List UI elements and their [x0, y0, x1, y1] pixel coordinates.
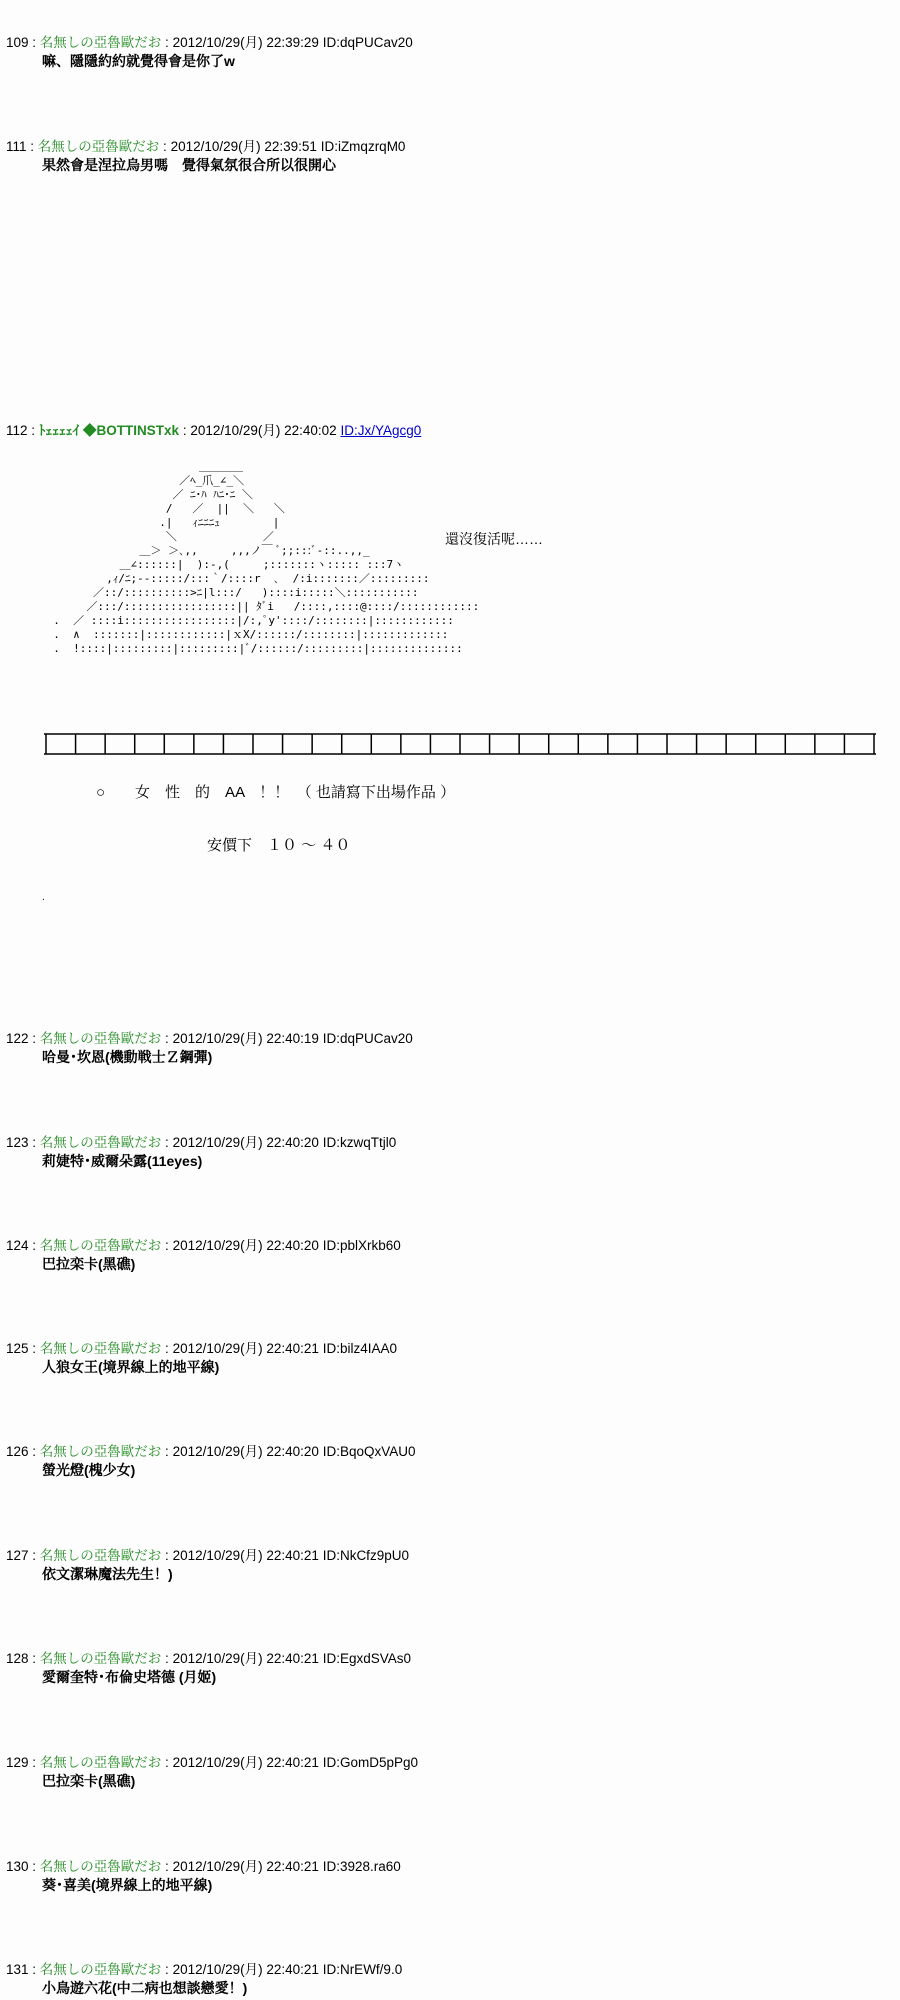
post-number[interactable]: 125	[6, 1341, 29, 1356]
poster-id: ID:GomD5pPg0	[322, 1755, 418, 1770]
post-body: 愛爾奎特･布倫史塔德 (月姬)	[42, 1669, 217, 1685]
post-date: 2012/10/29(月) 22:39:29	[172, 35, 319, 50]
post-124	[6, 1237, 886, 1273]
post-number[interactable]: 123	[6, 1135, 29, 1150]
poster-id: ID:kzwqTtjl0	[322, 1135, 397, 1150]
post-date: 2012/10/29(月) 22:40:20	[172, 1444, 319, 1459]
poster-name: 名無しの亞魯歐だお	[39, 1135, 162, 1150]
post-body: 嘛、隱隱約約就覺得會是你了w	[42, 53, 235, 69]
poster-name: 名無しの亞魯歐だお	[39, 1651, 162, 1666]
poster-id: ID:dqPUCav20	[322, 1031, 413, 1046]
post-header: 124 : 名無しの亞魯歐だお : 2012/10/29(月) 22:40:20 ID:pblXrkb60	[6, 1238, 401, 1253]
poster-id: ID:NrEWf/9.0	[322, 1962, 403, 1977]
post-header: 112 : ﾄｪｪｪｪｲ ◆BOTTINSTxk : 2012/10/29(月) 22:40:02 ID:Jx/YAgcg0	[6, 423, 422, 438]
post-body: 螢光燈(槐少女)	[42, 1462, 136, 1478]
post-number[interactable]: 131	[6, 1962, 29, 1977]
post-body: 莉婕特･威爾朵露(11eyes)	[42, 1153, 203, 1169]
poster-name: ﾄｪｪｪｪｲ ◆BOTTINSTxk	[38, 423, 180, 438]
poster-name: 名無しの亞魯歐だお	[39, 1859, 162, 1874]
post-130	[6, 1858, 886, 1894]
post-body: 果然會是涅拉烏男嗎 覺得氣氛很合所以很開心	[42, 157, 336, 173]
post-date: 2012/10/29(月) 22:40:21	[172, 1962, 319, 1977]
poster-name: 名無しの亞魯歐だお	[39, 35, 162, 50]
poster-id-link[interactable]: ID:Jx/YAgcg0	[340, 423, 422, 438]
post-header: 131 : 名無しの亞魯歐だお : 2012/10/29(月) 22:40:21 ID:NrEWf/9.0	[6, 1962, 403, 1977]
post-date: 2012/10/29(月) 22:40:20	[172, 1238, 319, 1253]
poster-name: 名無しの亞魯歐だお	[39, 1755, 162, 1770]
post-number[interactable]: 109	[6, 35, 29, 50]
post-date: 2012/10/29(月) 22:40:21	[172, 1755, 319, 1770]
post-122	[6, 1030, 886, 1066]
post-number[interactable]: 112	[6, 423, 28, 438]
post-129	[6, 1754, 886, 1790]
post-125	[6, 1340, 886, 1376]
poster-name: 名無しの亞魯歐だお	[39, 1962, 162, 1977]
poster-id: ID:bilz4IAA0	[322, 1341, 397, 1356]
post-header: 126 : 名無しの亞魯歐だお : 2012/10/29(月) 22:40:20 ID:BqoQxVAU0	[6, 1444, 416, 1459]
post-111	[6, 138, 886, 174]
ascii-art: ＿＿＿＿ ／ﾍ_爪_∠_＼ ／ ﾆ･ﾊ ﾊﾆ･ﾆ ＼ / ／ || ＼ ＼ .| ｨﾆﾆﾆｭ | ＼ ／ ＿＞ ＞､,, ,,,ノ￣ ﾞ;;:::ﾞ-::..,,_ ＿∠::::::| ):-,( ;:::::::ヽ::::: :::7ヽ ,ｨ/ﾆ;-‐:::::/:::｀/::::r ､ /:i:::::::／::::::::: ／::/::::::::::>ﾆ|l:::/ )::::i:::::＼::::::::::: ／:::/:::::::::::::::::|| ﾀﾞi /::::,::::@::::/:::::::::::: . ／ ::::i:::::::::::::::::|/:,ﾟy'::::/::::::::|:::::::::::: . ∧ :::::::|::::::::::::|ｘX/::::::/::::::::|::::::::::::: . !::::|:::::::::|:::::::::|ﾞ/::::::/:::::::::|::::::::::::::	[53, 460, 480, 655]
poster-id: ID:NkCfz9pU0	[322, 1548, 409, 1563]
post-128	[6, 1650, 886, 1686]
poster-id: ID:BqoQxVAU0	[322, 1444, 416, 1459]
post-body: 巴拉栾卡(黑礁)	[42, 1773, 136, 1789]
post-body: 葵･喜美(境界線上的地平線)	[42, 1877, 213, 1893]
promo-line-1: ○ 女 性 的 AA ！！ （ 也請寫下出場作品 ）	[96, 784, 456, 801]
post-body: 小鳥遊六花(中二病也想談戀愛！)	[42, 1980, 248, 1996]
post-number[interactable]: 126	[6, 1444, 29, 1459]
post-date: 2012/10/29(月) 22:40:21	[172, 1548, 319, 1563]
post-header: 111 : 名無しの亞魯歐だお : 2012/10/29(月) 22:39:51 ID:iZmqzrqM0	[6, 139, 406, 154]
post-number[interactable]: 129	[6, 1755, 29, 1770]
post-number[interactable]: 127	[6, 1548, 29, 1563]
post-body: 人狼女王(境界線上的地平線)	[42, 1359, 220, 1375]
post-header: 130 : 名無しの亞魯歐だお : 2012/10/29(月) 22:40:21 ID:3928.ra60	[6, 1859, 401, 1874]
post-date: 2012/10/29(月) 22:40:21	[172, 1859, 319, 1874]
post-date: 2012/10/29(月) 22:39:51	[170, 139, 317, 154]
promo-dot: .	[42, 892, 45, 903]
post-header: 122 : 名無しの亞魯歐だお : 2012/10/29(月) 22:40:19 ID:dqPUCav20	[6, 1031, 413, 1046]
poster-name: 名無しの亞魯歐だお	[39, 1548, 162, 1563]
post-header: 129 : 名無しの亞魯歐だお : 2012/10/29(月) 22:40:21 ID:GomD5pPg0	[6, 1755, 418, 1770]
post-date: 2012/10/29(月) 22:40:02	[190, 423, 337, 438]
poster-name: 名無しの亞魯歐だお	[39, 1238, 162, 1253]
post-header: 109 : 名無しの亞魯歐だお : 2012/10/29(月) 22:39:29 ID:dqPUCav20	[6, 35, 413, 50]
post-date: 2012/10/29(月) 22:40:21	[172, 1341, 319, 1356]
post-number[interactable]: 122	[6, 1031, 29, 1046]
post-109	[6, 34, 886, 70]
post-body: 巴拉栾卡(黑礁)	[42, 1256, 136, 1272]
post-number[interactable]: 124	[6, 1238, 29, 1253]
poster-id: ID:EgxdSVAs0	[322, 1651, 411, 1666]
post-header: 123 : 名無しの亞魯歐だお : 2012/10/29(月) 22:40:20 ID:kzwqTtjl0	[6, 1135, 397, 1150]
post-number[interactable]: 128	[6, 1651, 29, 1666]
post-header: 127 : 名無しの亞魯歐だお : 2012/10/29(月) 22:40:21 ID:NkCfz9pU0	[6, 1548, 409, 1563]
post-date: 2012/10/29(月) 22:40:20	[172, 1135, 319, 1150]
aa-caption: 還沒復活呢……	[445, 531, 543, 547]
post-131	[6, 1961, 886, 1997]
poster-id: ID:dqPUCav20	[322, 35, 413, 50]
post-123	[6, 1134, 886, 1170]
post-number[interactable]: 130	[6, 1859, 29, 1874]
poster-name: 名無しの亞魯歐だお	[39, 1031, 162, 1046]
post-body: 依文潔琳魔法先生！)	[42, 1566, 173, 1582]
poster-name: 名無しの亞魯歐だお	[39, 1444, 162, 1459]
poster-id: ID:3928.ra60	[322, 1859, 401, 1874]
promo-line-2: 安價下 １０ ～ ４０	[207, 837, 351, 854]
post-body: 哈曼･坎恩(機動戦士Ｚ鋼彈)	[42, 1049, 213, 1065]
post-number[interactable]: 111	[6, 139, 27, 154]
post-126	[6, 1443, 886, 1479]
post-127	[6, 1547, 886, 1583]
poster-name: 名無しの亞魯歐だお	[37, 139, 160, 154]
post-112	[6, 422, 886, 440]
ruler-divider	[44, 733, 876, 755]
post-date: 2012/10/29(月) 22:40:19	[172, 1031, 319, 1046]
post-header: 125 : 名無しの亞魯歐だお : 2012/10/29(月) 22:40:21 ID:bilz4IAA0	[6, 1341, 397, 1356]
poster-id: ID:pblXrkb60	[322, 1238, 401, 1253]
poster-name: 名無しの亞魯歐だお	[39, 1341, 162, 1356]
post-header: 128 : 名無しの亞魯歐だお : 2012/10/29(月) 22:40:21 ID:EgxdSVAs0	[6, 1651, 411, 1666]
post-date: 2012/10/29(月) 22:40:21	[172, 1651, 319, 1666]
poster-id: ID:iZmqzrqM0	[320, 139, 406, 154]
